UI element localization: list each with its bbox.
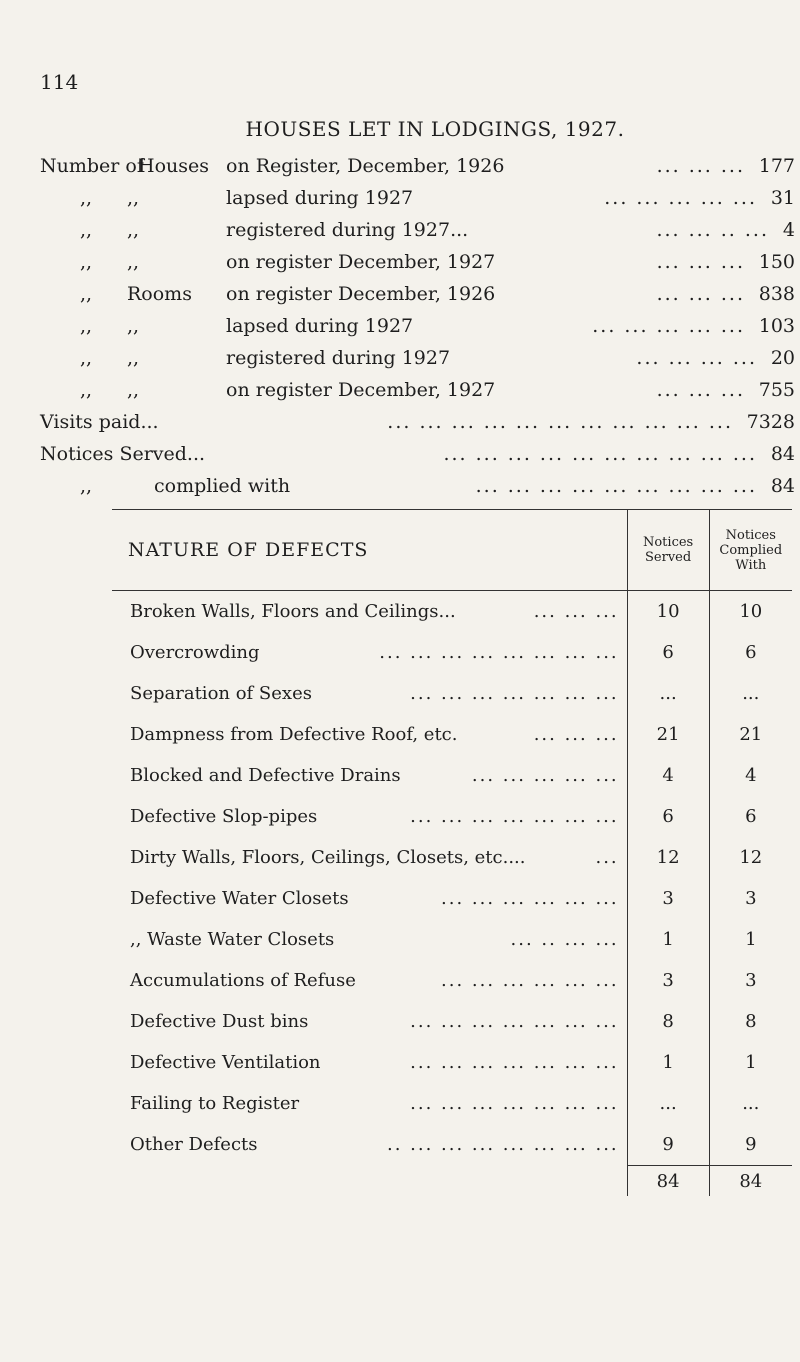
notices-complied-cell: 4 — [745, 765, 757, 786]
ditto-mark: ,, — [80, 219, 93, 241]
ditto-mark: ,, — [80, 475, 93, 497]
defect-row — [112, 632, 792, 673]
notices-complied-cell: 3 — [745, 888, 757, 909]
notices-complied-cell: 8 — [745, 1011, 757, 1032]
stat-row — [40, 155, 795, 187]
defect-name-cell — [112, 837, 627, 878]
leader-dots: ... — [595, 847, 619, 868]
total-served: 84 — [627, 1166, 709, 1197]
ditto-mark: ,, — [80, 251, 93, 273]
leader-dots: ... ... ... ... ... ... ... — [410, 806, 619, 827]
notices-served-cell: ... — [627, 673, 709, 714]
notices-served-cell: 9 — [627, 1124, 709, 1166]
defect-name-cell — [112, 919, 627, 960]
leader-dots: ... ... ... ... ... — [592, 315, 745, 337]
defect-name-cell — [112, 1124, 627, 1166]
ditto-mark: ,, — [127, 219, 140, 241]
header-notices-served: Notices Served — [627, 510, 709, 591]
leader-dots: ... ... ... — [533, 601, 619, 622]
defect-name-cell — [112, 673, 627, 714]
leader-dots: ... ... ... ... — [636, 347, 757, 369]
notices-served-cell: 12 — [627, 837, 709, 878]
notices-served-cell: 21 — [627, 714, 709, 755]
leader-dots: ... ... ... ... ... ... ... ... ... ... — [443, 443, 757, 465]
defect-name-cell — [112, 755, 627, 796]
defect-row — [112, 591, 792, 633]
ditto-mark: ,, — [127, 187, 140, 209]
defect-name: Defective Dust bins — [130, 1011, 309, 1032]
defect-name: Dampness from Defective Roof, etc. — [130, 724, 458, 745]
stat-subject: Rooms — [127, 283, 192, 305]
defect-name-cell — [112, 591, 627, 633]
ditto-mark: ,, — [80, 283, 93, 305]
defect-name: Overcrowding — [130, 642, 260, 663]
ditto-mark: ,, — [80, 187, 93, 209]
defects-table — [112, 510, 792, 1196]
stat-label: on register December, 1927 — [226, 251, 496, 273]
defect-name-cell — [112, 960, 627, 1001]
leader-dots: ... ... ... — [656, 155, 745, 177]
leader-dots: ... ... ... — [656, 283, 745, 305]
defect-name-cell — [112, 714, 627, 755]
stat-label: complied with — [154, 475, 291, 497]
stat-prefix: Number of — [40, 155, 144, 177]
stat-value: 150 — [758, 251, 795, 273]
defect-name-cell — [112, 1001, 627, 1042]
defect-row — [112, 1083, 792, 1124]
stat-subject: Houses — [138, 155, 209, 177]
stat-value: 7328 — [746, 411, 795, 433]
defect-row — [112, 1124, 792, 1166]
stat-row — [40, 283, 795, 315]
notices-served-cell: 8 — [627, 1001, 709, 1042]
leader-dots: ... ... ... ... ... ... ... ... — [379, 642, 619, 663]
defect-name: Defective Slop-pipes — [130, 806, 318, 827]
notices-served-cell: 6 — [627, 632, 709, 673]
stat-label: on register December, 1927 — [226, 379, 496, 401]
stat-row — [40, 379, 795, 411]
defect-row — [112, 1042, 792, 1083]
notices-complied-cell: ... — [742, 1093, 760, 1114]
notices-complied-cell: 12 — [739, 847, 763, 868]
notices-complied-cell: 1 — [745, 1052, 757, 1073]
stat-row — [40, 315, 795, 347]
leader-dots: ... ... ... ... ... ... ... — [410, 1093, 619, 1114]
leader-dots: ... ... ... ... ... ... ... ... ... — [475, 475, 757, 497]
leader-dots: ... ... ... ... ... ... — [441, 888, 619, 909]
lodging-statistics — [40, 155, 795, 507]
ditto-mark: ,, — [80, 379, 93, 401]
ditto-mark: ,, — [80, 347, 93, 369]
ditto-mark: ,, — [127, 379, 140, 401]
ditto-mark: ,, — [80, 315, 93, 337]
stat-value: 84 — [770, 475, 795, 497]
stat-row — [40, 187, 795, 219]
leader-dots: ... ... ... ... ... ... — [441, 970, 619, 991]
leader-dots: ... ... ... ... ... — [471, 765, 619, 786]
stat-row — [40, 411, 795, 443]
notices-complied-cell: ... — [742, 683, 760, 704]
defect-row — [112, 919, 792, 960]
total-complied: 84 — [709, 1166, 792, 1197]
defect-name: Failing to Register — [130, 1093, 300, 1114]
defect-name: Dirty Walls, Floors, Ceilings, Closets, etc.... — [130, 847, 526, 868]
notices-served-cell: 3 — [627, 878, 709, 919]
notices-served-cell: 10 — [627, 591, 709, 633]
defect-row — [112, 714, 792, 755]
notices-complied-cell: 9 — [745, 1134, 757, 1155]
stat-value: 31 — [770, 187, 795, 209]
leader-dots: ... ... ... ... ... ... ... .. — [386, 1134, 619, 1156]
stat-row — [40, 475, 795, 507]
defect-name: Defective Water Closets — [130, 888, 349, 909]
defect-row — [112, 1001, 792, 1042]
notices-served-cell: 1 — [627, 1042, 709, 1083]
defect-name-cell — [112, 632, 627, 673]
defect-name: Other Defects — [130, 1134, 258, 1156]
defect-name: Broken Walls, Floors and Ceilings... — [130, 601, 456, 622]
notices-complied-cell: 1 — [745, 929, 757, 950]
ditto-mark: ,, — [127, 347, 140, 369]
leader-dots: ... ... .. ... — [656, 219, 769, 241]
leader-dots: ... ... ... — [656, 379, 745, 401]
defect-row — [112, 755, 792, 796]
defect-name-cell — [112, 1042, 627, 1083]
defect-row — [112, 796, 792, 837]
stat-value: 755 — [758, 379, 795, 401]
defect-name: ,, Waste Water Closets — [130, 929, 335, 950]
notices-complied-cell: 21 — [739, 724, 763, 745]
stat-label: on Register, December, 1926 — [226, 155, 505, 177]
stat-value: 177 — [758, 155, 795, 177]
stat-label: lapsed during 1927 — [226, 315, 414, 337]
stat-value: 838 — [758, 283, 795, 305]
defect-name: Defective Ventilation — [130, 1052, 321, 1073]
stat-label: Visits paid... — [40, 411, 159, 433]
notices-complied-cell: 10 — [739, 601, 763, 622]
leader-dots: ... ... .. ... — [510, 929, 619, 950]
defect-row — [112, 673, 792, 714]
leader-dots: ... ... ... ... ... ... ... — [410, 1011, 619, 1032]
header-notices-complied: Notices Complied With — [709, 510, 792, 591]
stat-row — [40, 443, 795, 475]
stat-label: lapsed during 1927 — [226, 187, 414, 209]
stat-label: on register December, 1926 — [226, 283, 496, 305]
stat-value: 20 — [770, 347, 795, 369]
stat-row — [40, 219, 795, 251]
stat-value: 84 — [770, 443, 795, 465]
leader-dots: ... ... ... — [533, 724, 619, 745]
notices-served-cell: 3 — [627, 960, 709, 1001]
stat-label: registered during 1927 — [226, 347, 451, 369]
notices-served-cell: 1 — [627, 919, 709, 960]
stat-value: 103 — [758, 315, 795, 337]
stat-row — [40, 347, 795, 379]
notices-complied-cell: 6 — [745, 806, 757, 827]
defect-name: Blocked and Defective Drains — [130, 765, 401, 786]
stat-row — [40, 251, 795, 283]
stat-label: registered during 1927... — [226, 219, 469, 241]
defect-name-cell — [112, 796, 627, 837]
defect-name-cell — [112, 878, 627, 919]
defect-name: Accumulations of Refuse — [130, 970, 356, 991]
notices-served-cell: ... — [627, 1083, 709, 1124]
defect-row — [112, 960, 792, 1001]
notices-served-cell: 6 — [627, 796, 709, 837]
page-number: 114 — [40, 70, 79, 94]
notices-complied-cell: 6 — [745, 642, 757, 663]
leader-dots: ... ... ... ... ... ... ... — [410, 683, 619, 704]
header-nature-of-defects: NATURE OF DEFECTS — [112, 510, 627, 591]
totals-row — [112, 1166, 792, 1197]
leader-dots: ... ... ... ... ... ... ... — [410, 1052, 619, 1073]
ditto-mark: ,, — [127, 315, 140, 337]
defect-row — [112, 837, 792, 878]
leader-dots: ... ... ... ... ... — [604, 187, 757, 209]
stat-value: 4 — [782, 219, 795, 241]
defect-name-cell — [112, 1083, 627, 1124]
table-header-row — [112, 510, 792, 591]
leader-dots: ... ... ... ... ... ... ... ... ... ... ... — [387, 411, 733, 433]
defect-row — [112, 878, 792, 919]
totals-label-cell — [112, 1166, 627, 1197]
ditto-mark: ,, — [127, 251, 140, 273]
stat-label: Notices Served... — [40, 443, 206, 465]
page-heading: HOUSES LET IN LODGINGS, 1927. — [245, 117, 625, 141]
defect-name: Separation of Sexes — [130, 683, 312, 704]
notices-complied-cell: 3 — [745, 970, 757, 991]
notices-served-cell: 4 — [627, 755, 709, 796]
leader-dots: ... ... ... — [656, 251, 745, 273]
